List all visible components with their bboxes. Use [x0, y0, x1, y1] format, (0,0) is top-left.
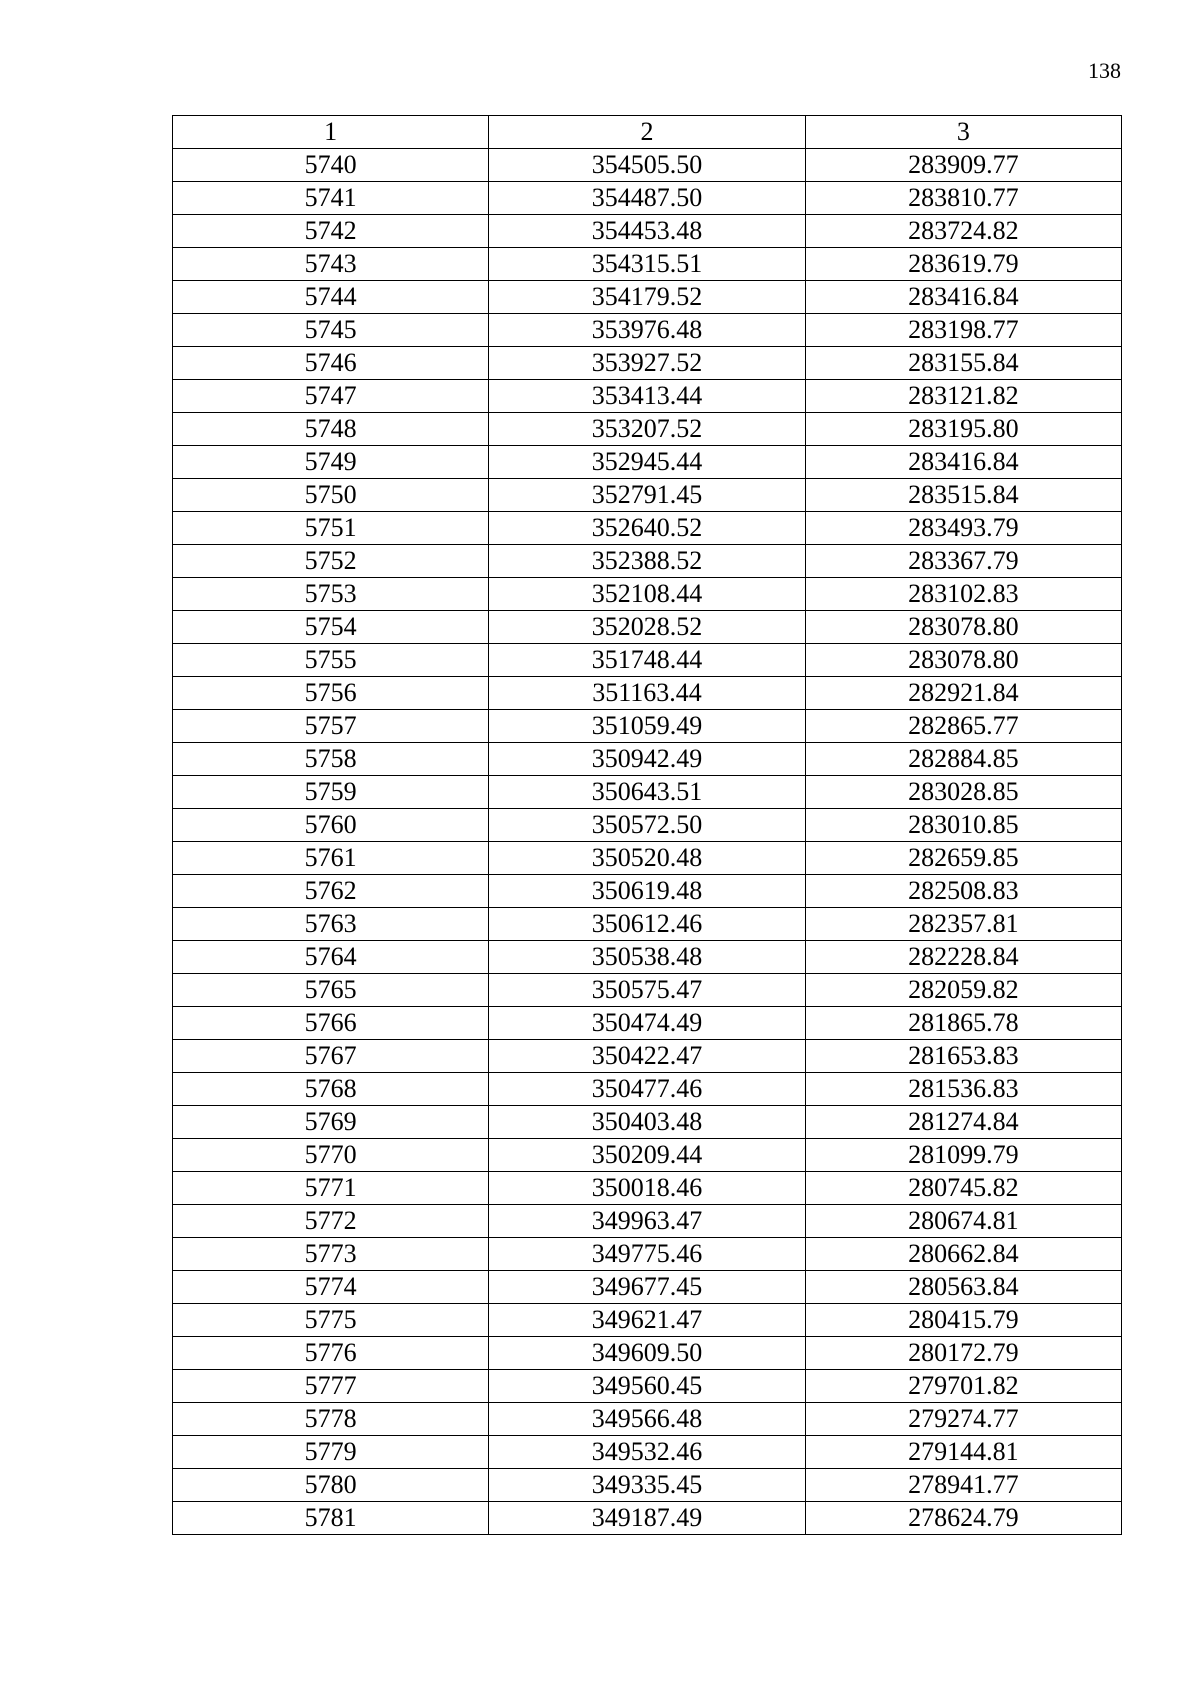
- table-row: [173, 1469, 1122, 1502]
- table-row: [173, 446, 1122, 479]
- table-cell-col-3: 278941.77: [805, 1469, 1121, 1502]
- table-row: [173, 281, 1122, 314]
- table-cell-col-1: 5758: [173, 743, 489, 776]
- table-cell-col-1: 5781: [173, 1502, 489, 1535]
- table-cell-col-2: 352640.52: [489, 512, 805, 545]
- table-row: [173, 182, 1122, 215]
- table-row: [173, 314, 1122, 347]
- table-row: [173, 1007, 1122, 1040]
- table-cell-col-2: 350520.48: [489, 842, 805, 875]
- table-row: [173, 1502, 1122, 1535]
- table-row: [173, 149, 1122, 182]
- table-cell-col-1: 5774: [173, 1271, 489, 1304]
- table-row: [173, 1271, 1122, 1304]
- table-row: [173, 512, 1122, 545]
- table-row: [173, 1205, 1122, 1238]
- table-cell-col-1: 5760: [173, 809, 489, 842]
- table-row: [173, 644, 1122, 677]
- table-cell-col-3: 283493.79: [805, 512, 1121, 545]
- table-cell-col-1: 5751: [173, 512, 489, 545]
- table-cell-col-3: 282659.85: [805, 842, 1121, 875]
- table-row: [173, 479, 1122, 512]
- table-row: [173, 413, 1122, 446]
- table-row: [173, 1238, 1122, 1271]
- table-cell-col-2: 350572.50: [489, 809, 805, 842]
- table-row: [173, 1337, 1122, 1370]
- table-cell-col-2: 353207.52: [489, 413, 805, 446]
- table-cell-col-1: 5742: [173, 215, 489, 248]
- table-cell-col-2: 351163.44: [489, 677, 805, 710]
- table-cell-col-1: 5777: [173, 1370, 489, 1403]
- table-row: [173, 611, 1122, 644]
- table-cell-col-3: 283078.80: [805, 611, 1121, 644]
- table-cell-col-2: 354453.48: [489, 215, 805, 248]
- table-header-row: [173, 116, 1122, 149]
- table-cell-col-3: 280674.81: [805, 1205, 1121, 1238]
- table-cell-col-3: 283724.82: [805, 215, 1121, 248]
- table-cell-col-1: 5752: [173, 545, 489, 578]
- table-cell-col-3: 283010.85: [805, 809, 1121, 842]
- table-row: [173, 908, 1122, 941]
- table-cell-col-3: 281536.83: [805, 1073, 1121, 1106]
- table-cell-col-1: 5767: [173, 1040, 489, 1073]
- table-cell-col-1: 5779: [173, 1436, 489, 1469]
- table-cell-col-1: 5769: [173, 1106, 489, 1139]
- table-cell-col-1: 5761: [173, 842, 489, 875]
- table-row: [173, 710, 1122, 743]
- table-row: [173, 545, 1122, 578]
- table-cell-col-3: 283195.80: [805, 413, 1121, 446]
- table-cell-col-3: 282508.83: [805, 875, 1121, 908]
- table-cell-col-1: 5747: [173, 380, 489, 413]
- table-cell-col-1: 5768: [173, 1073, 489, 1106]
- table-cell-col-2: 350209.44: [489, 1139, 805, 1172]
- table-cell-col-3: 280563.84: [805, 1271, 1121, 1304]
- table-cell-col-3: 282059.82: [805, 974, 1121, 1007]
- table-cell-col-2: 349609.50: [489, 1337, 805, 1370]
- table-cell-col-1: 5770: [173, 1139, 489, 1172]
- table-cell-col-1: 5755: [173, 644, 489, 677]
- table-cell-col-2: 349187.49: [489, 1502, 805, 1535]
- table-body: [173, 149, 1122, 1535]
- table-cell-col-2: 349775.46: [489, 1238, 805, 1271]
- table-cell-col-2: 353927.52: [489, 347, 805, 380]
- table-cell-col-2: 351059.49: [489, 710, 805, 743]
- table-cell-col-3: 283909.77: [805, 149, 1121, 182]
- table-cell-col-1: 5765: [173, 974, 489, 1007]
- table-cell-col-1: 5762: [173, 875, 489, 908]
- table-cell-col-3: 283028.85: [805, 776, 1121, 809]
- table-cell-col-3: 280662.84: [805, 1238, 1121, 1271]
- table-cell-col-2: 349963.47: [489, 1205, 805, 1238]
- table-cell-col-1: 5763: [173, 908, 489, 941]
- table-cell-col-3: 279144.81: [805, 1436, 1121, 1469]
- table-cell-col-3: 283416.84: [805, 446, 1121, 479]
- table-cell-col-3: 283515.84: [805, 479, 1121, 512]
- table-cell-col-1: 5743: [173, 248, 489, 281]
- table-cell-col-1: 5749: [173, 446, 489, 479]
- table-cell-col-3: 283078.80: [805, 644, 1121, 677]
- table-cell-col-1: 5778: [173, 1403, 489, 1436]
- table-cell-col-3: 282228.84: [805, 941, 1121, 974]
- table-cell-col-2: 349621.47: [489, 1304, 805, 1337]
- table-cell-col-1: 5759: [173, 776, 489, 809]
- table-cell-col-3: 283121.82: [805, 380, 1121, 413]
- table-row: [173, 875, 1122, 908]
- table-row: [173, 1304, 1122, 1337]
- table-cell-col-3: 279701.82: [805, 1370, 1121, 1403]
- table-cell-col-2: 354315.51: [489, 248, 805, 281]
- table-row: [173, 776, 1122, 809]
- table-cell-col-1: 5772: [173, 1205, 489, 1238]
- table-cell-col-1: 5753: [173, 578, 489, 611]
- table-row: [173, 941, 1122, 974]
- table-row: [173, 842, 1122, 875]
- table-cell-col-2: 350942.49: [489, 743, 805, 776]
- table-cell-col-2: 349335.45: [489, 1469, 805, 1502]
- table-cell-col-2: 350575.47: [489, 974, 805, 1007]
- table-cell-col-3: 282884.85: [805, 743, 1121, 776]
- table-cell-col-3: 280172.79: [805, 1337, 1121, 1370]
- table-cell-col-3: 279274.77: [805, 1403, 1121, 1436]
- table-cell-col-2: 354505.50: [489, 149, 805, 182]
- table-cell-col-3: 281865.78: [805, 1007, 1121, 1040]
- table-cell-col-1: 5756: [173, 677, 489, 710]
- table-cell-col-1: 5780: [173, 1469, 489, 1502]
- table-row: [173, 974, 1122, 1007]
- table-cell-col-2: 352028.52: [489, 611, 805, 644]
- table-cell-col-2: 350018.46: [489, 1172, 805, 1205]
- table-cell-col-1: 5766: [173, 1007, 489, 1040]
- table-cell-col-3: 283810.77: [805, 182, 1121, 215]
- table-cell-col-3: 281099.79: [805, 1139, 1121, 1172]
- table-cell-col-2: 353976.48: [489, 314, 805, 347]
- table-cell-col-3: 281274.84: [805, 1106, 1121, 1139]
- table-cell-col-1: 5750: [173, 479, 489, 512]
- table-cell-col-3: 283198.77: [805, 314, 1121, 347]
- table-cell-col-1: 5776: [173, 1337, 489, 1370]
- table-cell-col-1: 5771: [173, 1172, 489, 1205]
- table-cell-col-3: 283416.84: [805, 281, 1121, 314]
- table-row: [173, 743, 1122, 776]
- table-cell-col-1: 5757: [173, 710, 489, 743]
- table-cell-col-3: 282865.77: [805, 710, 1121, 743]
- table-row: [173, 248, 1122, 281]
- table-cell-col-3: 282357.81: [805, 908, 1121, 941]
- table-cell-col-3: 281653.83: [805, 1040, 1121, 1073]
- table-cell-col-3: 280745.82: [805, 1172, 1121, 1205]
- table-cell-col-1: 5746: [173, 347, 489, 380]
- table-row: [173, 677, 1122, 710]
- column-header-3: 3: [805, 116, 1121, 149]
- table-cell-col-3: 282921.84: [805, 677, 1121, 710]
- table-cell-col-1: 5773: [173, 1238, 489, 1271]
- table-cell-col-2: 349560.45: [489, 1370, 805, 1403]
- table-cell-col-2: 350643.51: [489, 776, 805, 809]
- table-row: [173, 1370, 1122, 1403]
- table-cell-col-2: 352388.52: [489, 545, 805, 578]
- table-row: [173, 1040, 1122, 1073]
- page-number: 138: [1088, 58, 1121, 83]
- table-cell-col-2: 350403.48: [489, 1106, 805, 1139]
- column-header-1: 1: [173, 116, 489, 149]
- table-row: [173, 1172, 1122, 1205]
- coordinates-table: [172, 115, 1122, 1535]
- table-cell-col-2: 353413.44: [489, 380, 805, 413]
- table-cell-col-2: 352108.44: [489, 578, 805, 611]
- table-row: [173, 347, 1122, 380]
- table-cell-col-2: 352791.45: [489, 479, 805, 512]
- table-cell-col-3: 283367.79: [805, 545, 1121, 578]
- table-row: [173, 1106, 1122, 1139]
- table-cell-col-2: 351748.44: [489, 644, 805, 677]
- table-row: [173, 1403, 1122, 1436]
- table-cell-col-2: 354179.52: [489, 281, 805, 314]
- table-cell-col-2: 350538.48: [489, 941, 805, 974]
- table-cell-col-3: 283619.79: [805, 248, 1121, 281]
- table-cell-col-2: 352945.44: [489, 446, 805, 479]
- table-cell-col-3: 280415.79: [805, 1304, 1121, 1337]
- table-cell-col-1: 5754: [173, 611, 489, 644]
- table-cell-col-1: 5764: [173, 941, 489, 974]
- table-cell-col-2: 350619.48: [489, 875, 805, 908]
- table-row: [173, 1073, 1122, 1106]
- table-row: [173, 215, 1122, 248]
- table-cell-col-3: 283102.83: [805, 578, 1121, 611]
- table-cell-col-1: 5744: [173, 281, 489, 314]
- table-cell-col-1: 5775: [173, 1304, 489, 1337]
- table-row: [173, 1436, 1122, 1469]
- table-cell-col-3: 278624.79: [805, 1502, 1121, 1535]
- table-row: [173, 809, 1122, 842]
- table-cell-col-1: 5741: [173, 182, 489, 215]
- table-row: [173, 578, 1122, 611]
- table-cell-col-3: 283155.84: [805, 347, 1121, 380]
- table-row: [173, 380, 1122, 413]
- table-cell-col-2: 349532.46: [489, 1436, 805, 1469]
- table-cell-col-1: 5745: [173, 314, 489, 347]
- table-cell-col-2: 350477.46: [489, 1073, 805, 1106]
- table-cell-col-2: 349677.45: [489, 1271, 805, 1304]
- table-cell-col-2: 349566.48: [489, 1403, 805, 1436]
- table-cell-col-1: 5740: [173, 149, 489, 182]
- table-row: [173, 1139, 1122, 1172]
- table-cell-col-2: 350612.46: [489, 908, 805, 941]
- table-cell-col-2: 350422.47: [489, 1040, 805, 1073]
- table-cell-col-1: 5748: [173, 413, 489, 446]
- table-cell-col-2: 354487.50: [489, 182, 805, 215]
- table-cell-col-2: 350474.49: [489, 1007, 805, 1040]
- column-header-2: 2: [489, 116, 805, 149]
